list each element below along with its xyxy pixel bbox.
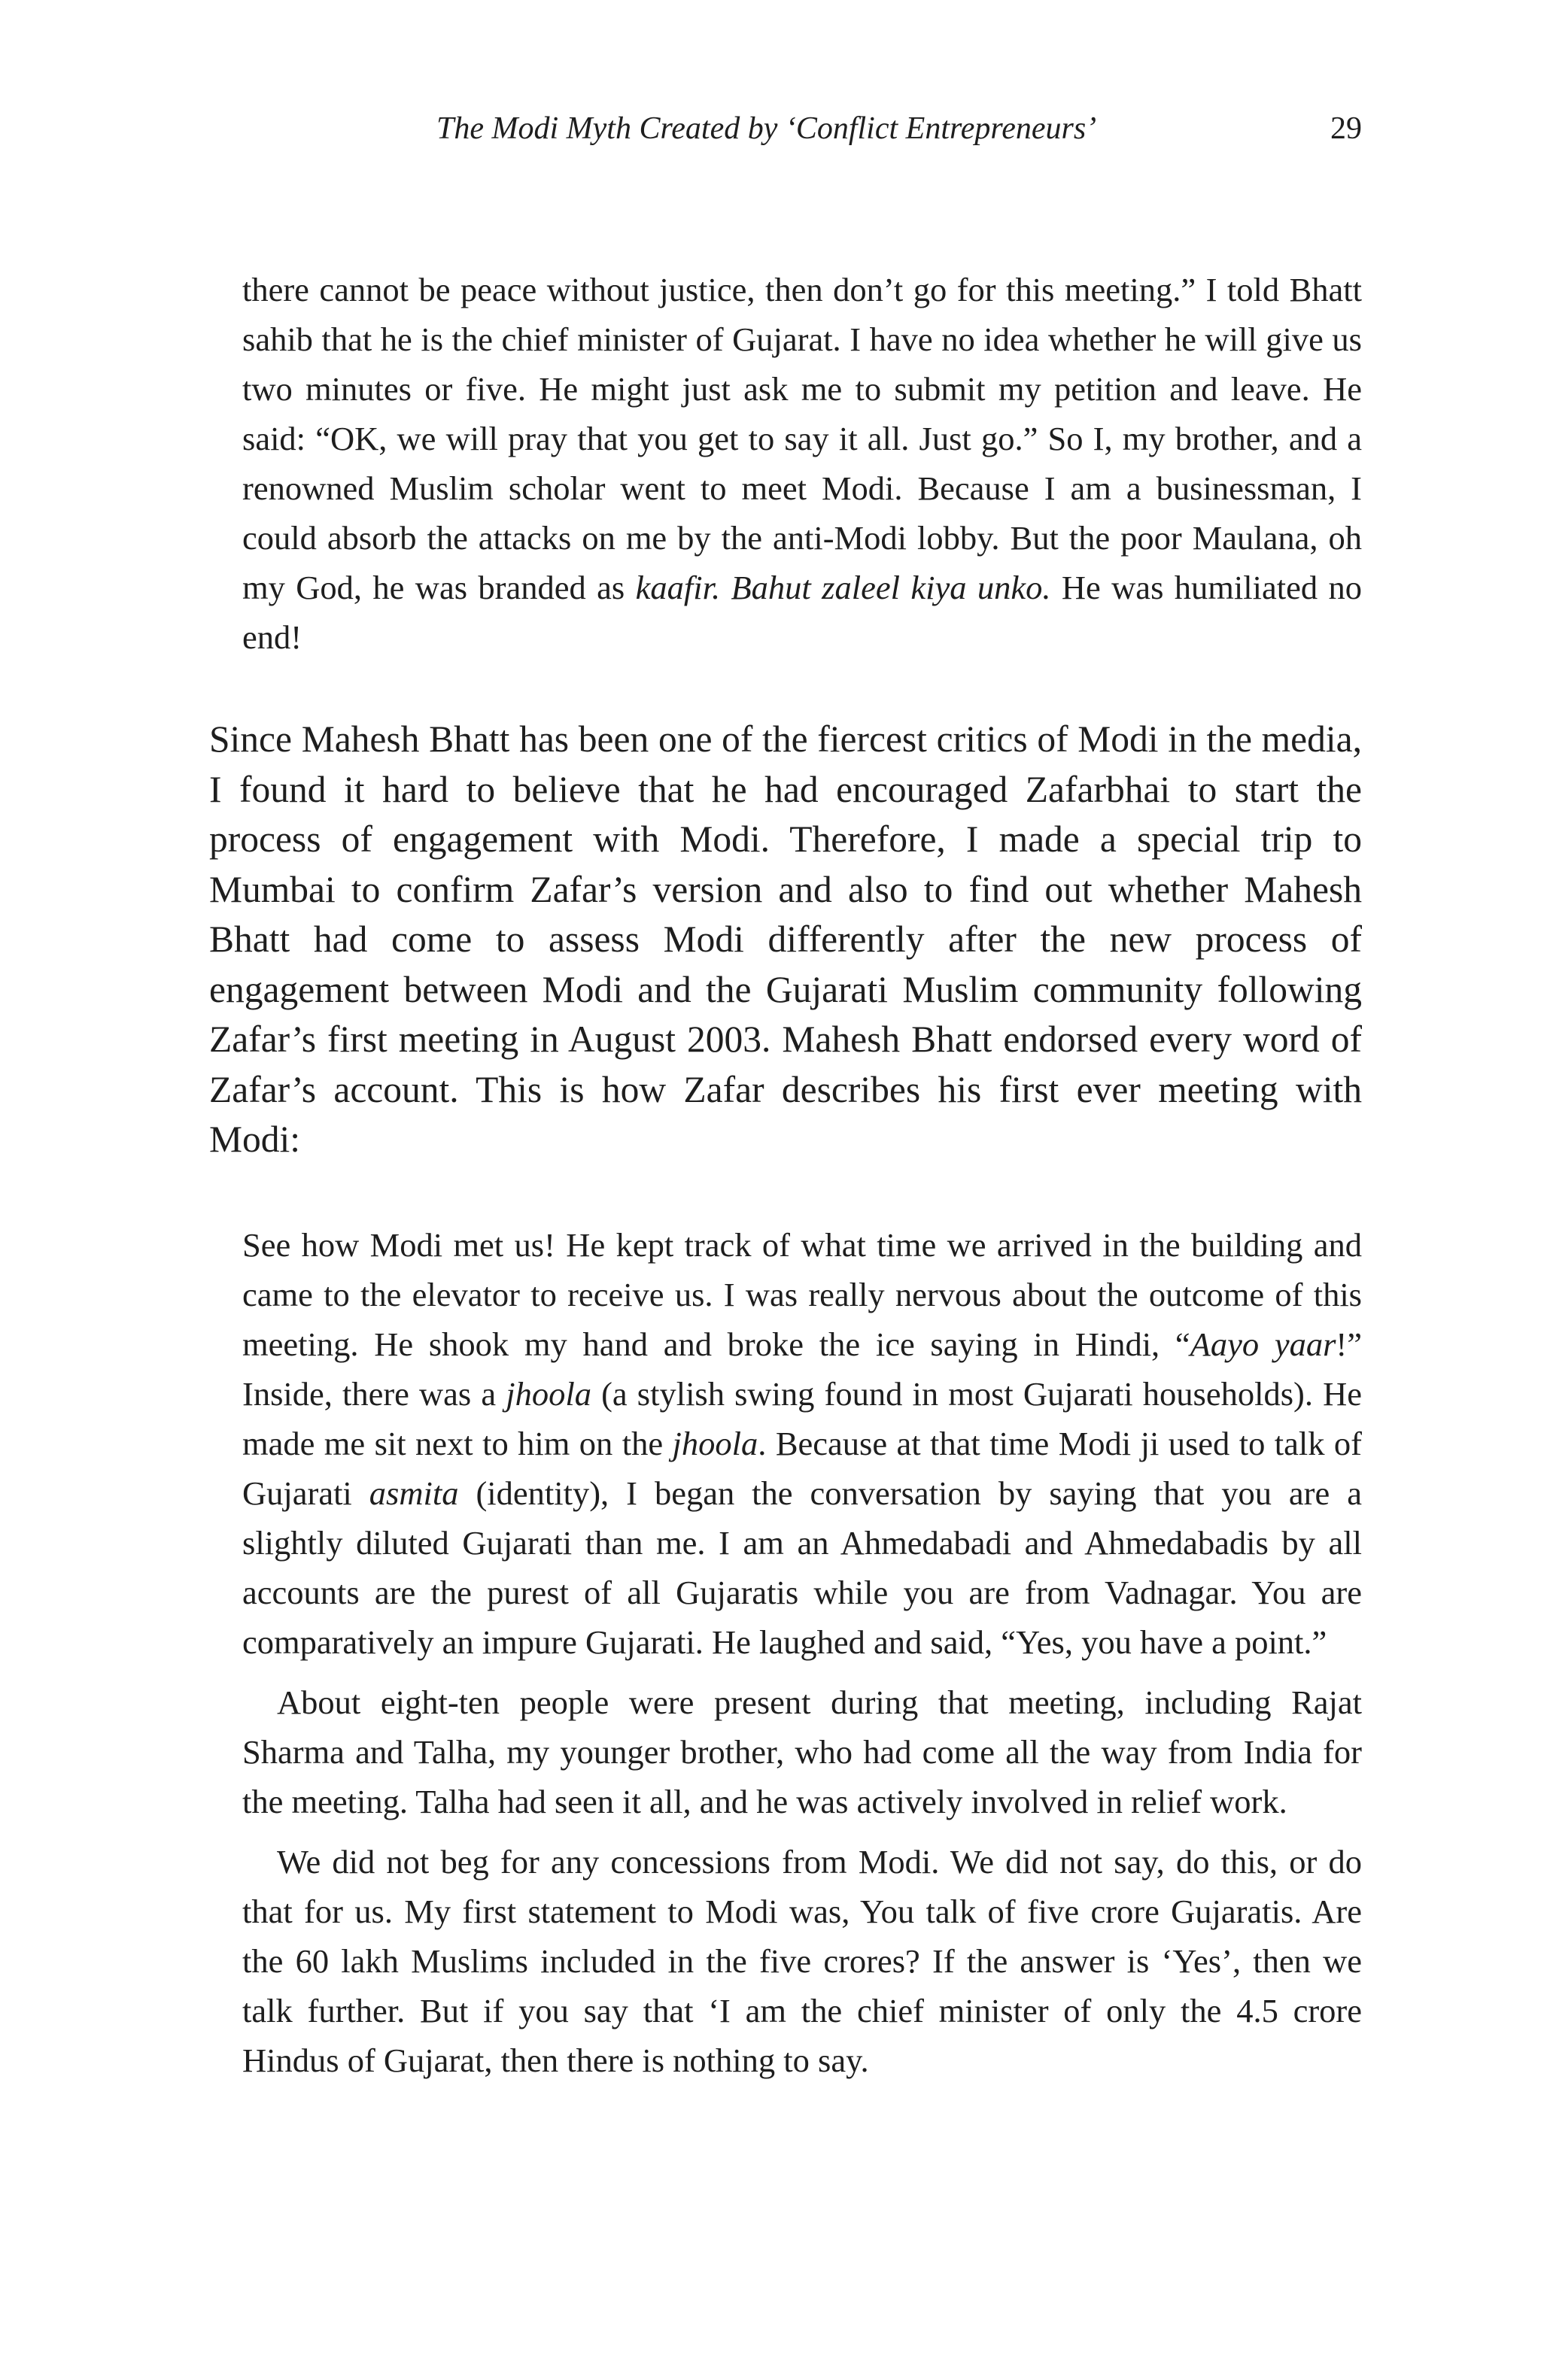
extract-1-paragraph [242, 265, 1362, 662]
extract-2-text: (a stylish swing found in most Gujarati households). He made me sit next to him on the [242, 1375, 1362, 1462]
extract-1-text-b: He was humiliated no end! [242, 569, 1362, 656]
body-paragraph: Since Mahesh Bhatt has been one of the fiercest critics of Modi in the media, I found it hard to believe that he had encouraged Zafarbhai to start the process of engagement with Modi. Therefore, I made a special trip to Mumbai to confirm Zafar’s version and also to find out whether Mahesh Bhatt had come to assess Modi differently after the new process of engagement between Modi and the Gujarati Muslim community following Zafar’s first meeting in August 2003. Mahesh Bhatt endorsed every word of Zafar’s account. This is how Zafar describes his first ever meeting with Modi: [209, 718, 1362, 1160]
running-head: The Modi Myth Created by ‘Conflict Entrepreneurs’ [436, 111, 1097, 146]
extract-2-text: . Because at that time Modi ji used to talk of Gujarati [242, 1425, 1362, 1512]
page-number: 29 [1330, 111, 1362, 146]
extract-1-text-a: there cannot be peace without justice, then don’t go for this meeting.” I told Bhatt sahib that he is the chief minister of Gujarat. I have no idea whether he will give us two minutes or five. He might just ask me to submit my petition and leave. He said: “OK, we will pray that you get to say it all. Just go.” So I, my brother, and a renowned Muslim scholar went to meet Modi. Because I am a businessman, I could absorb the attacks on me by the anti-Modi lobby. But the poor Maulana, oh my God, he was branded as [242, 271, 1362, 606]
extract-2-text: See how Modi met us! He kept track of what time we arrived in the building and came to the elevator to receive us. I was really nervous about the outcome of this meeting. He shook my hand and broke the ice saying in Hindi, “ [242, 1226, 1362, 1363]
extract-2-paragraph-1 [242, 1220, 1362, 1667]
extract-2-text: (identity), I began the conversation by saying that you are a slightly diluted Gujarati than me. I am an Ahmedabadi and Ahmedabadis by all accounts are the purest of all Gujaratis while you are from Vadnagar. You are comparatively an impure Gujarati. He laughed and said, “Yes, you have a point.” [242, 1474, 1362, 1661]
extract-2-italic-term: jhoola [672, 1425, 758, 1462]
extract-quote-2 [242, 1220, 1362, 2085]
extract-1-italic-phrase: kaafir. Bahut zaleel kiya unko. [635, 569, 1051, 606]
extract-2-italic-term: Aayo yaar [1190, 1325, 1336, 1363]
extract-2-text: !” Inside, there was a [242, 1325, 1362, 1413]
extract-2-paragraph-2: About eight-ten people were present during that meeting, including Rajat Sharma and Talha, my younger brother, who had come all the way from India for the meeting. Talha had seen it all, and he was actively involved in relief work. [242, 1683, 1362, 1820]
extract-2-italic-term: jhoola [506, 1375, 591, 1413]
extract-quote-1 [242, 265, 1362, 662]
extract-2-paragraph-3: We did not beg for any concessions from Modi. We did not say, do this, or do that for us. My first statement to Modi was, You talk of five crore Gujaratis. Are the 60 lakh Muslims included in the five crores? If the answer is ‘Yes’, then we talk further. But if you say that ‘I am the chief minister of only the 4.5 crore Hindus of Gujarat, then there is nothing to say. [242, 1843, 1362, 2079]
extract-2-italic-term: asmita [369, 1474, 459, 1512]
